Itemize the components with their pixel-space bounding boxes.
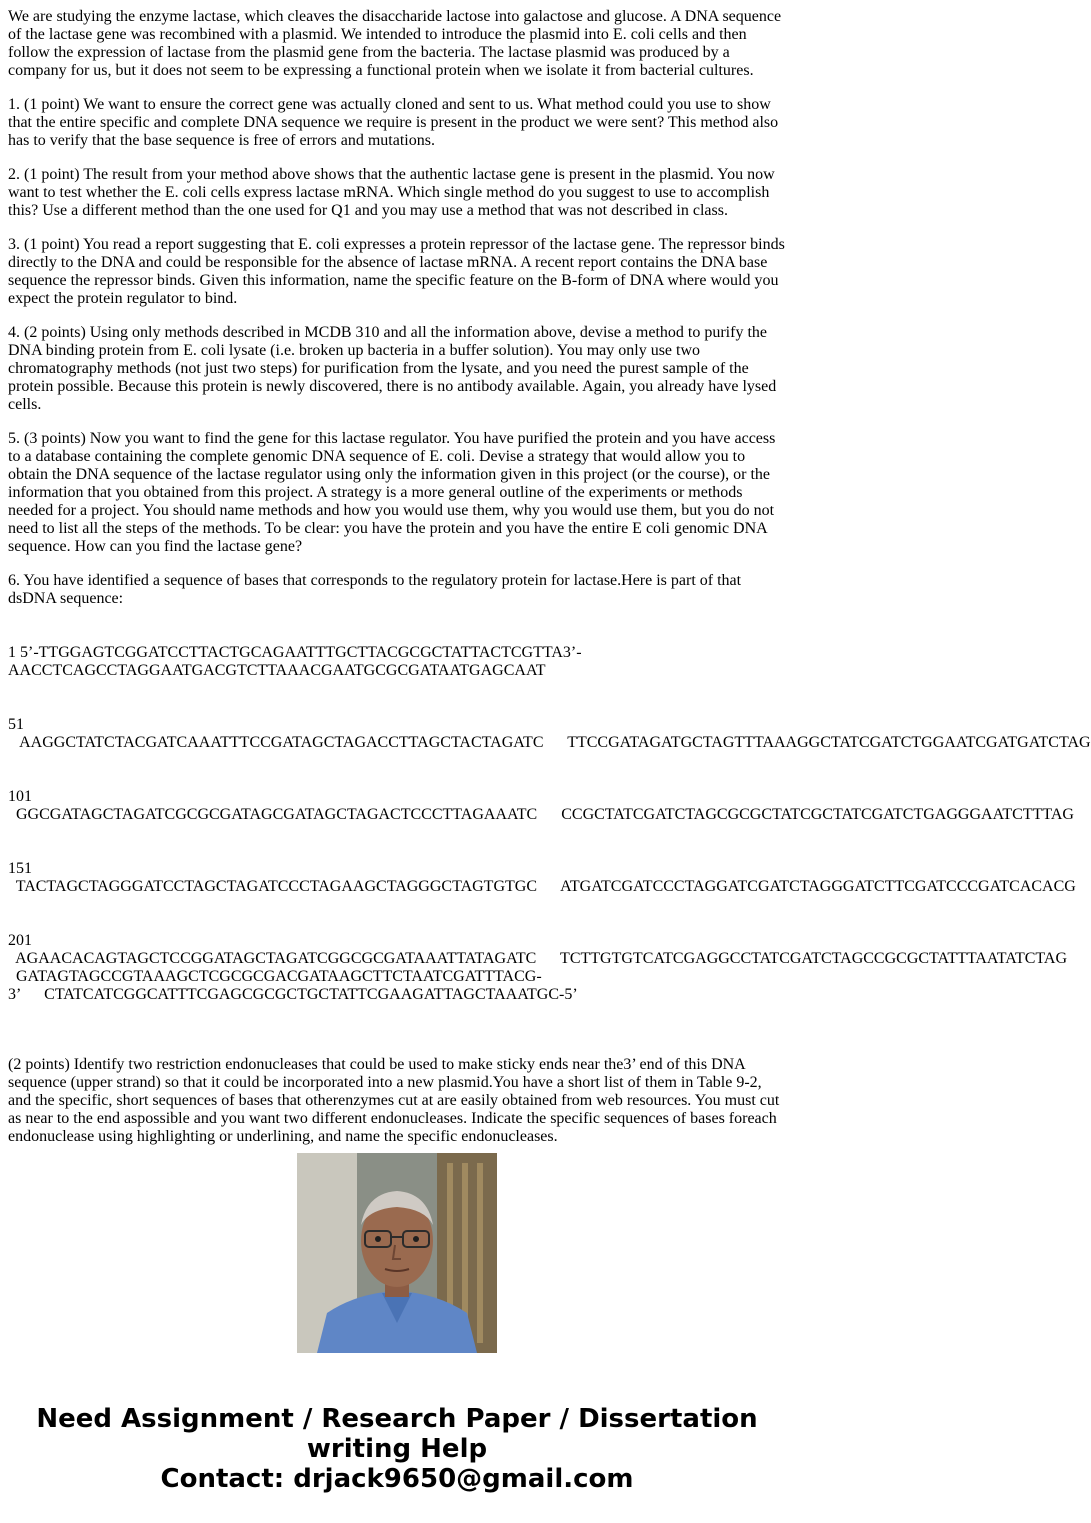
sequence-number-201: 201: [8, 932, 32, 949]
question-4: 4. (2 points) Using only methods described in MCDB 310 and all the information above, devise a method to purify the DNA binding protein from E. coli lysate (i.e. broken up bacteria in a buffer solution). You may only use two chromatography methods (not just two steps) for purification from the lysate, and you need the purest sample of the protein possible. Because this protein is newly discovered, there is no antibody available. Again, you already have lysed cells.: [8, 324, 777, 413]
contact-banner: [0, 1404, 794, 1494]
sequence-line-151: TACTAGCTAGGGATCCTAGCTAGATCCCTAGAAGCTAGGGCTAGTGTGC ATGATCGATCCCTAGGATCGATCTAGGGATCTTCGATCCCGATCACACG: [8, 878, 1076, 895]
cta-line-2: writing Help: [306, 1434, 488, 1464]
sequence-number-151: 151: [8, 860, 32, 877]
sequence-line-201-c: 3’ CTATCATCGGCATTTCGAGCGCGCTGCTATTCGAAGATTAGCTAAATGC-5’: [8, 986, 578, 1003]
avatar: [297, 1153, 497, 1353]
sequence-line-201-b: GATAGTAGCCGTAAAGCTCGCGCGACGATAAGCTTCTAATCGATTTACG-: [8, 968, 542, 985]
question-3: 3. (1 point) You read a report suggesting that E. coli expresses a protein repressor of the lactase gene. The repressor binds directly to the DNA and could be responsible for the absence of lactase mRNA. A recent report contains the DNA base sequence the repressor binds. Given this information, name the specific feature on the B-form of DNA where would you expect the protein regulator to bind.: [8, 236, 785, 307]
portrait-image: [297, 1153, 497, 1353]
question-5: 5. (3 points) Now you want to find the gene for this lactase regulator. You have purified the protein and you have access to a database containing the complete genomic DNA sequence of E. coli. Devise a strategy that would allow you to obtain the DNA sequence of the lactase regulator using only the information given in this project (or the course), or the information that you obtained from this project. A strategy is a more general outline of the experiments or methods needed for a project. You should name methods and how you would use them, why you would use them, but you do not need to list all the steps of the methods. To be clear: you have the protein and you have the entire E coli genomic DNA sequence. How can you find the lactase gene?: [8, 430, 776, 555]
sequence-line-101: GGCGATAGCTAGATCGCGCGATAGCGATAGCTAGACTCCCTTAGAAATC CCGCTATCGATCTAGCGCGCTATCGCTATCGATCTGAGGGAATCTTTAG: [8, 806, 1074, 823]
sequence-line-1-complement: AACCTCAGCCTAGGAATGACGTCTTAAACGAATGCGCGATAATGAGCAAT: [8, 662, 546, 679]
question-1: 1. (1 point) We want to ensure the correct gene was actually cloned and sent to us. What method could you use to show that the entire specific and complete DNA sequence we require is present in the product we were sent? This method also has to verify that the base sequence is free of errors and mutations.: [8, 96, 779, 149]
sequence-line-51: AAGGCTATCTACGATCAAATTTCCGATAGCTAGACCTTAGCTACTAGATC TTCCGATAGATGCTAGTTTAAAGGCTATCGATCTGGAATCGATGATCTAG: [8, 734, 1091, 751]
final-question: (2 points) Identify two restriction endonucleases that could be used to make sticky ends near the3’ end of this DNA sequence (upper strand) so that it could be incorporated into a new plasmid.You have a short list of them in Table 9-2, and the specific, short sequences of bases that otherenzymes cut at are easily obtained from web resources. You must cut as near to the end aspossible and you want two different endonucleases. Indicate the specific sequences of bases foreach endonuclease using highlighting or underlining, and name the specific endonucleases.: [8, 1056, 780, 1145]
cta-line-1: Need Assignment / Research Paper / Dissertation: [36, 1404, 758, 1434]
document-body: [8, 8, 1091, 1145]
sequence-line-1: 1 5’-TTGGAGTCGGATCCTTACTGCAGAATTTGCTTACGCGCTATTACTCGTTA3’-: [8, 644, 582, 661]
sequence-number-51: 51: [8, 716, 24, 733]
question-6: 6. You have identified a sequence of bases that corresponds to the regulatory protein for lactase.Here is part of that dsDNA sequence:: [8, 572, 742, 607]
question-2: 2. (1 point) The result from your method above shows that the authentic lactase gene is present in the plasmid. You now want to test whether the E. coli cells express lactase mRNA. Which single method do you suggest to use to accomplish this? Use a different method than the one used for Q1 and you may use a method that was not described in class.: [8, 166, 775, 219]
sequence-line-201: AGAACACAGTAGCTCCGGATAGCTAGATCGGCGCGATAAATTATAGATC TCTTGTGTCATCGAGGCCTATCGATCTAGCCGCGCTATTTAATATCTAG: [8, 950, 1068, 967]
intro-paragraph: We are studying the enzyme lactase, which cleaves the disaccharide lactose into galactose and glucose. A DNA sequence of the lactase gene was recombined with a plasmid. We intended to introduce the plasmid into E. coli cells and then follow the expression of lactase from the plasmid gene from the bacteria. The lactase plasmid was produced by a company for us, but it does not seem to be expressing a functional protein when we isolate it from bacterial cultures.: [8, 8, 782, 79]
sequence-number-101: 101: [8, 788, 32, 805]
cta-contact-line: Contact: drjack9650@gmail.com: [160, 1464, 634, 1494]
